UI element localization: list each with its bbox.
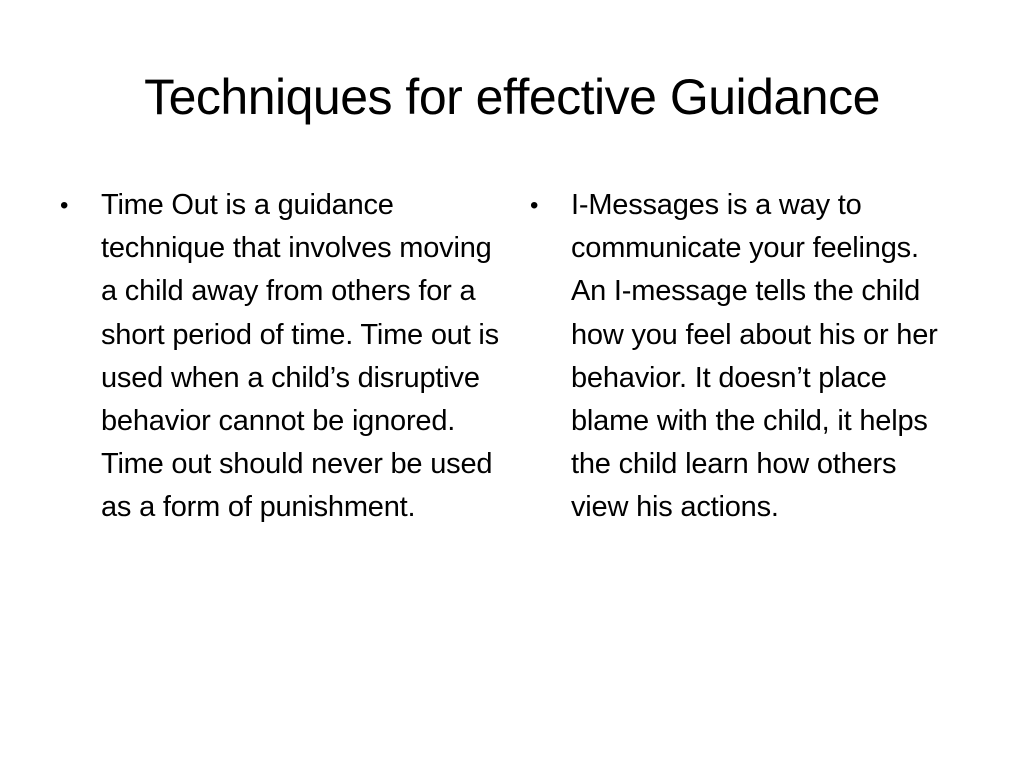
i-messages-bullet (530, 184, 950, 530)
time-out-bullet (60, 184, 500, 530)
left-column (60, 184, 500, 530)
bullet-icon: • (60, 192, 69, 219)
slide-title: Techniques for effective Guidance (144, 69, 880, 125)
bullet-icon: • (530, 192, 539, 219)
time-out-text: Time Out is a guidance technique that involves moving a child away from others for a short period of time. Time out is used when a child’s disruptive behavior cannot be ignored. Time out should never be used as a form of punishment. (101, 189, 499, 524)
right-column (530, 184, 950, 530)
i-messages-text: I-Messages is a way to communicate your feelings. An I-message tells the child how you feel about his or her behavior. It doesn’t place blame with the child, it helps the child learn how others view his actions. (571, 189, 938, 524)
